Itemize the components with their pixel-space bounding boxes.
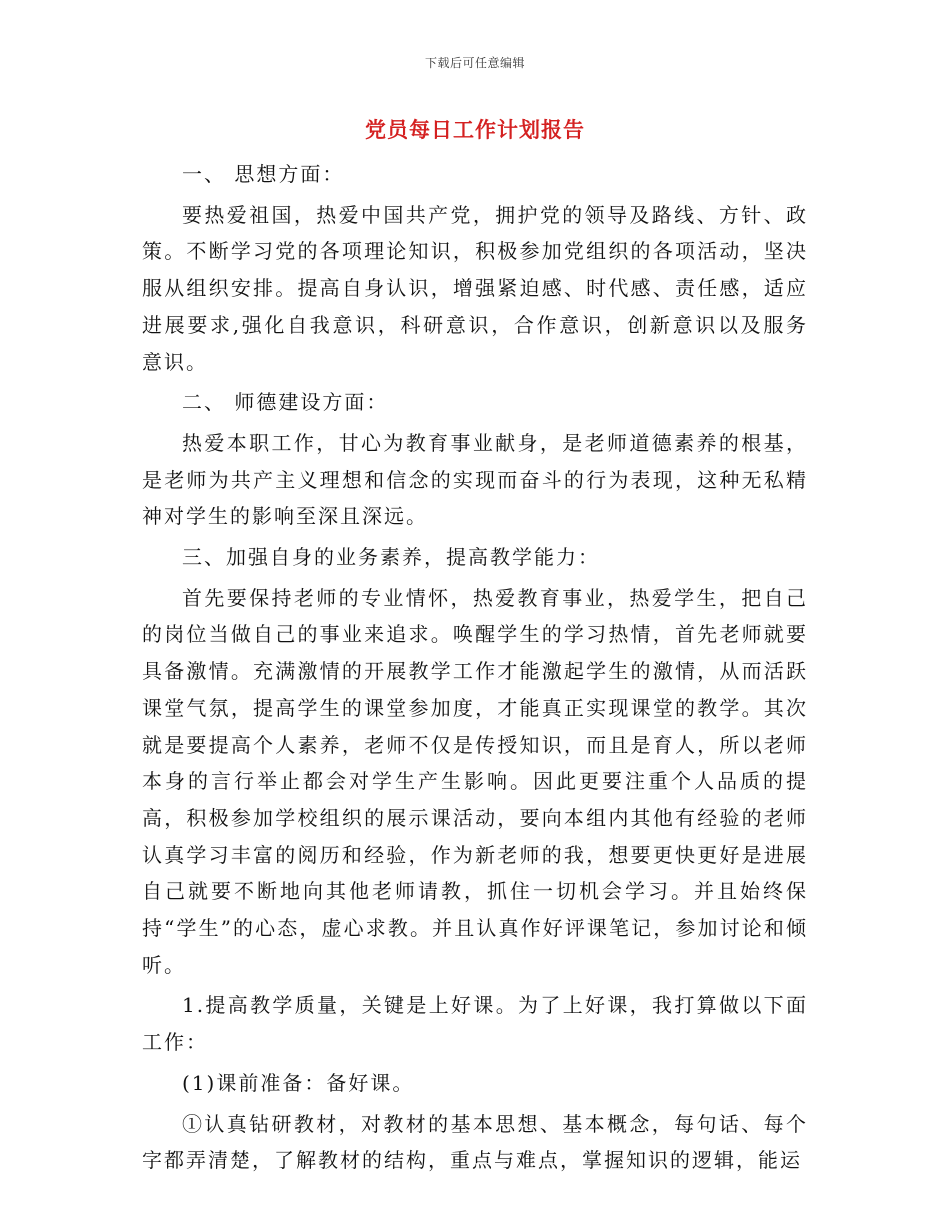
paragraph-item-1-1: (1)课前准备：备好课。 [182,1070,415,1095]
document-body [142,156,808,1179]
document-title: 党员每日工作计划报告 [365,118,585,142]
section-heading-thought: 一、 思想方面： [182,162,345,186]
header-note: 下载后可任意编辑 [424,56,525,70]
paragraph-ethics: 热爱本职工作，甘心为教育事业献身，是老师道德素养的根基，是老师为共产主义理想和信念的实现而奋斗的行为表现，这种无私精神对学生的影响至深且深远。 [142,430,808,529]
section-heading-ethics: 二、 师德建设方面： [182,390,389,415]
paragraph-thought: 要热爱祖国，热爱中国共产党，拥护党的领导及路线、方针、政策。不断学习党的各项理论知识，积极参加党组织的各项活动，坚决服从组织安排。提高自身认识，增强紧迫感、时代感、责任感，适应进展要求,强化自我意识，科研意识，合作意识，创新意识以及服务意识。 [142,202,808,374]
paragraph-item-circled-1: ①认真钻研教材，对教材的基本思想、基本概念，每句话、每个字都弄清楚，了解教材的结构，重点与难点，掌握知识的逻辑，能运 [142,1111,808,1173]
section-heading-quality: 三、加强自身的业务素养，提高教学能力： [182,545,600,570]
paragraph-item-1: 1.提高教学质量，关键是上好课。为了上好课，我打算做以下面工作： [142,993,808,1055]
paragraph-quality: 首先要保持老师的专业情怀，热爱教育事业，热爱学生，把自己的岗位当做自己的事业来追求。唤醒学生的学习热情，首先老师就要具备激情。充满激情的开展教学工作才能激起学生的激情，从而活跃课堂气氛，提高学生的课堂参加度，才能真正实现课堂的教学。其次就是要提高个人素养，老师不仅是传授知识，而且是育人，所以老师本身的言行举止都会对学生产生影响。因此更要注重个人品质的提高，积极参加学校组织的展示课活动，要向本组内其他有经验的老师认真学习丰富的阅历和经验，作为新老师的我，想要更快更好是进展自己就要不断地向其他老师请教，抓住一切机会学习。并且始终保持“学生”的心态，虚心求教。并且认真作好评课笔记，参加讨论和倾听。 [142,585,808,977]
